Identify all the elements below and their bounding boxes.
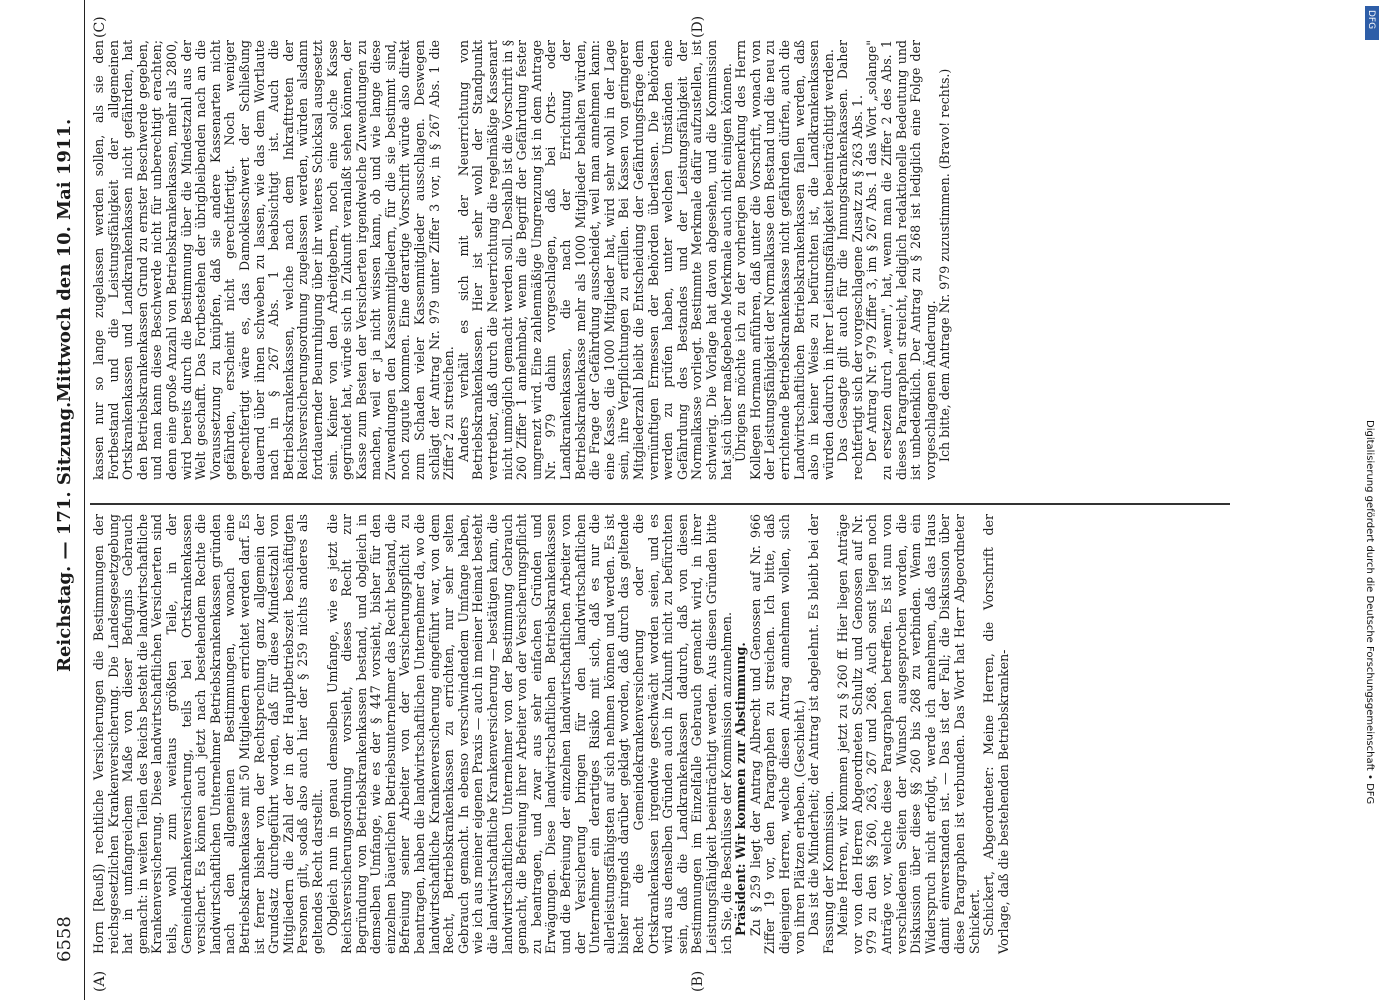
margin-marker-a: (A): [92, 970, 108, 992]
credit-text: Digitalisierung gefördert durch die Deutsche Forschungsgemeinschaft • DFG: [1364, 420, 1375, 805]
dfg-logo: DFG: [1365, 6, 1379, 40]
paragraph: Das ist die Minderheit; der Antrag ist abgelehnt. Es bleibt bei der Fassung der Kommission.: [806, 514, 836, 954]
paragraph: Obgleich nun in genau demselben Umfange, wie es jetzt die Reichsversicherungsordnung vorsieht, dieses Recht zur Begründung von Betriebskrankenkassen bestand, und obgleich in demselben Umfange, wie es der § 447 vorsieht, bisher für den einzelnen bäuerlichen Betriebsunternehmer das Recht bestand, die Befreiung seiner Arbeiter von der Versicherungspflicht zu beantragen, haben die landwirtschaftlichen Unternehmer da, wo die landwirtschaftliche Krankenversicherung eingeführt war, von dem Recht, Betriebskrankenkassen zu errichten, nur sehr selten Gebrauch gemacht. In ebenso verschwindendem Umfange haben, wie ich aus meiner eigenen Praxis — auch in meiner Heimat besteht die landwirtschaftliche Krankenversicherung — bestätigen kann, die landwirtschaftlichen Unternehmer von der Bestimmung Gebrauch gemacht, die Befreiung ihrer Arbeiter von der Versicherungspflicht zu beantragen, und zwar aus sehr einfachen Gründen und Erwägungen. Diese landwirtschaftlichen Betriebskrankenkassen und die Befreiung der einzelnen landwirtschaftlichen Arbeiter von der Versicherung bringen für den landwirtschaftlichen Unternehmer ein derartiges Risiko mit sich, daß es nur die allerleistungsfähigsten auf sich nehmen können und werden. Es ist bisher nirgends darüber geklagt worden, daß durch das geltende Recht die Gemeindekrankenversicherung oder die Ortskrankenkassen irgendwie geschwächt worden seien, und es wird aus denselben Gründen auch in Zukunft nicht zu befürchten sein, daß die Landkrankenkassen dadurch, daß von diesen Bestimmungen im Einzelfalle Gebrauch gemacht wird, in ihrer Leistungsfähigkeit beeinträchtigt werden. Aus diesen Gründen bitte ich Sie, die Beschlüsse der Kommission anzunehmen.: [324, 514, 734, 954]
paragraph: Das Gesagte gilt auch für die Innungskrankenkassen. Daher rechtfertigt sich der vorgeschlagene Zusatz zu § 263 Abs. 1.: [835, 40, 865, 480]
page-header: [52, 38, 80, 962]
paragraph: Übrigens möchte ich zu der vorherigen Bemerkung des Herrn Kollegen Hormann anführen, daß unter die Vorschrift, wonach von der Leistungsfähigkeit der Normalkasse den Bestand und die neu zu errichtende Betriebskrankenkasse nicht gefährden dürfen, auch die Landwirtschaftlichen Betriebskrankenkassen fallen werden, daß also in keiner Weise zu befürchten ist, die Landkrankenkassen würden dadurch in ihrer Leistungsfähigkeit beeinträchtigt werden.: [733, 40, 836, 480]
header-rule: [84, 0, 85, 1000]
paragraph: Horn [Reuß]) rechtliche Versicherungen die Bestimmungen der reichsgesetzlichen Krankenversicherung. Die Landesgesetzgebung hat in umfangreichem Maße von dieser Befugnis Gebrauch gemacht: in weiten Teilen des Reichs besteht die landwirtschaftliche Krankenversicherung. Diese landwirtschaftlichen Versicherten sind teils, wohl zum weitaus größten Teile, in der Gemeindekrankenversicherung, teils bei Ortskrankenkassen versichert. Es können auch jetzt nach bestehendem Rechte die landwirtschaftlichen Unternehmer Betriebskrankenkassen gründen nach den allgemeinen Bestimmungen, wonach eine Betriebskrankenkasse mit 50 Mitgliedern errichtet werden darf. Es ist ferner bisher von der Rechtsprechung ganz allgemein der Grundsatz durchgeführt worden, daß für diese Mindestzahl von Mitgliedern die Zahl der in der Hauptbetriebszeit beschäftigten Personen gilt, sodaß also auch hier der § 259 nichts anderes als geltendes Recht darstellt.: [91, 514, 325, 954]
left-column: [92, 514, 1011, 954]
left-running-title: Reichstag. — 171. Sitzung.: [54, 401, 75, 672]
paragraph: Meine Herren, wir kommen jetzt zu § 260 ff. Hier liegen Anträge vor von den Herren Abgeordneten Schultz und Genossen auf Nr. 979 zu den §§ 260, 263, 267 und 268. Auch sonst liegen noch Anträge vor, welche diese Paragraphen betreffen. Es ist nun von verschiedenen Seiten der Wunsch ausgesprochen worden, die Diskussion über diese §§ 260 bis 268 zu verbinden. Wenn ein Widerspruch nicht erfolgt, werde ich annehmen, daß das Haus damit einverstanden ist. — Das ist der Fall; die Diskussion über diese Paragraphen ist verbunden. Das Wort hat Herr Abgeordneter Schickert.: [835, 514, 982, 954]
margin-marker-c: (C): [92, 16, 108, 38]
paragraph: Der Antrag Nr. 979 Ziffer 3, im § 267 Abs. 1 das Wort „solange" zu ersetzen durch „wenn", hat, wenn man die Ziffer 2 des Abs. 1 dieses Paragraphen streicht, lediglich redaktionelle Bedeutung und ist unbedenklich. Der Antrag zu § 268 ist lediglich eine Folge der vorgeschlagenen Änderung.: [864, 40, 938, 480]
right-running-title: Mittwoch den 10. Mai 1911.: [54, 118, 75, 402]
closing-paragraph: Ich bitte, dem Antrage Nr. 979 zuzustimmen. (Bravo! rechts.): [937, 68, 953, 462]
paragraph: Anders verhält es sich mit der Neuerrichtung von Betriebskrankenkassen. Hier ist sehr wohl der Standpunkt vertretbar, daß durch die Neuerrichtung die regelmäßige Kassenart nicht unmöglich gemacht werden soll. Deshalb ist die Vorschrift in § 260 Ziffer 1 annehmbar, wenn die Begriff der Gefährdung fester umgrenzt wird. Eine zahlenmäßige Umgrenzung ist in dem Antrage Nr. 979 dahin vorgeschlagen, daß bei Orts- oder Landkrankenkassen, die nach der Errichtung der Betriebskrankenkasse mehr als 1000 Mitglieder behalten würden, die Frage der Gefährdung ausscheidet, weil man annehmen kann: eine Kasse, die 1000 Mitglieder hat, wird sehr wohl in der Lage sein, ihre Verpflichtungen zu erfüllen. Bei Kassen von geringerer Mitgliederzahl bleibt die Entscheidung der Gefährdungsfrage dem vernünftigen Ermessen der Behörden überlassen. Die Behörden werden zu prüfen haben, unter welchen Umständen eine Gefährdung des Bestandes und der Leistungsfähigkeit der Normalkasse vorliegt. Bestimmte Merkmale dafür aufzustellen, ist schwierig. Die Vorlage hat davon abgesehen, und die Kommission hat sich über maßgebende Merkmale auch nicht einigen können.: [455, 40, 734, 480]
margin-marker-b: (B): [690, 970, 706, 992]
margin-marker-d: (D): [690, 15, 706, 38]
president-statement: Präsident: Wir kommen zur Abstimmung.: [733, 642, 749, 936]
paragraph: Zu § 259 liegt der Antrag Albrecht und Genossen auf Nr. 966 Ziffer 19 vor, den Paragraphen zu streichen. Ich bitte, daß diejenigen Herren, welche diesen Antrag annehmen wollen, sich von ihren Plätzen erheben. (Geschieht.): [747, 514, 807, 954]
digitization-credit: [1353, 420, 1383, 980]
speaker-intro: Schickert, Abgeordneter: Meine Herren, die Vorschrift der Vorlage, daß die bestehenden Betriebskranken-: [981, 514, 1011, 954]
paragraph: kassen nur so lange zugelassen werden sollen, als sie den Fortbestand und die Leistungsfähigkeit der allgemeinen Ortskrankenkassen und Landkrankenkassen nicht gefährden, hat den Betriebskrankenkassen Grund zu ernster Beschwerde gegeben, und man kann diese Beschwerde nicht für unberechtigt erachten; denn eine große Anzahl von Betriebskrankenkassen, mehr als 2800, wird bereits durch die Bestimmung über die Mindestzahl aus der Welt geschafft. Das Fortbestehen der übrigbleibenden nach an die Voraussetzung zu knüpfen, daß sie andere Kassenarten nicht gefährden, erscheint nicht gerechtfertigt. Noch weniger gerechtfertigt wäre es, das Damoklesschwert der Schließung dauernd über ihnen schweben zu lassen, wie das dem Wortlaute nach in § 267 Abs. 1 beabsichtigt ist. Auch die Betriebskrankenkassen, welche nach dem Inkrafttreten der Reichsversicherungsordnung zugelassen werden, würden alsdann fortdauernder Beunruhigung über ihr weiteres Schicksal ausgesetzt sein. Keiner von den Arbeitgebern, noch eine solche Kasse gegründet hat, würde sich in Zukunft veranlaßt sehen können, der Kasse zum Besten der Versicherten irgendwelche Zuwendungen zu machen, weil er ja nicht wissen kann, ob und wie lange diese Zuwendungen den Kassenmitgliedern, für die sie bestimmt sind, noch zugute kommen. Eine derartige Vorschrift würde also direkt zum Schaden vieler Kassenmitglieder ausschlagen. Deswegen schlägt der Antrag Nr. 979 unter Ziffer 3 vor, in § 267 Abs. 1 die Ziffer 2 zu streichen.: [91, 40, 457, 480]
column-separator: [90, 503, 1230, 505]
right-column: [92, 40, 953, 480]
page-number: 6558: [54, 916, 75, 962]
